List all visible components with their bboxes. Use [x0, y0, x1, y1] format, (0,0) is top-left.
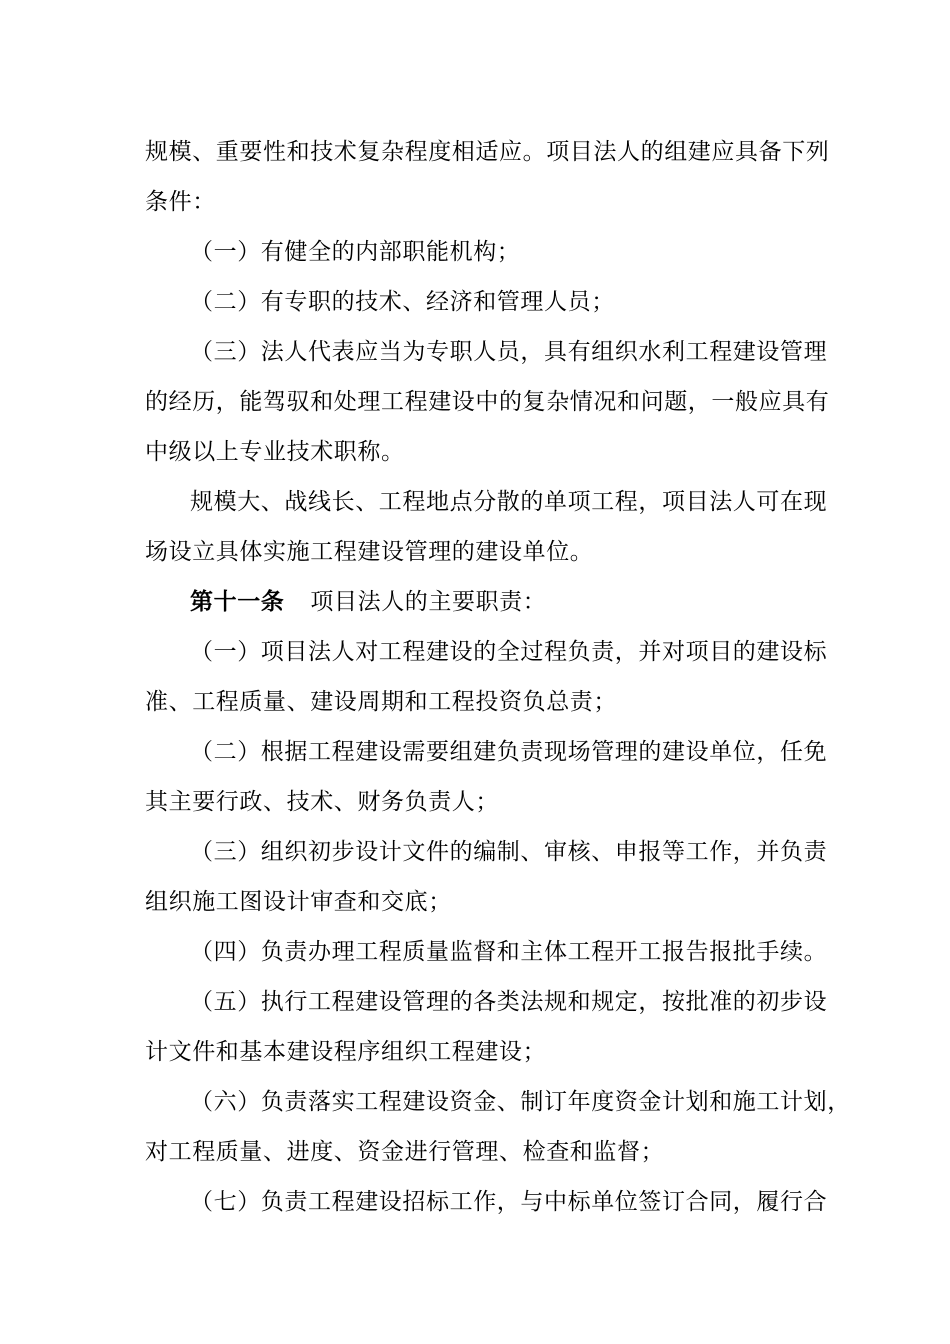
text-line: 准、工程质量、建设周期和工程投资负总责；	[145, 689, 617, 715]
text-line: 的经历，能驾驭和处理工程建设中的复杂情况和问题，一般应具有	[145, 389, 830, 415]
text-line: （二）有专职的技术、经济和管理人员；	[190, 289, 615, 315]
text-line: （二）根据工程建设需要组建负责现场管理的建设单位，任免	[190, 739, 828, 765]
article-number: 第十一条	[190, 588, 285, 615]
text-line: （五）执行工程建设管理的各类法规和规定，按批准的初步设	[190, 989, 828, 1015]
text-line: 其主要行政、技术、财务负责人；	[145, 789, 499, 815]
text-line: 规模大、战线长、工程地点分散的单项工程，项目法人可在现	[190, 489, 828, 515]
text-line: （三）法人代表应当为专职人员，具有组织水利工程建设管理	[190, 339, 828, 365]
text-line: 计文件和基本建设程序组织工程建设；	[145, 1039, 547, 1065]
text-line: 对工程质量、进度、资金进行管理、检查和监督；	[145, 1139, 665, 1165]
text-line: 场设立具体实施工程建设管理的建设单位。	[145, 539, 594, 565]
article-title: 项目法人的主要职责：	[310, 589, 547, 615]
text-line: （三）组织初步设计文件的编制、审核、申报等工作，并负责	[190, 839, 828, 865]
text-line: 组织施工图设计审查和交底；	[145, 889, 452, 915]
text-line: （四）负责办理工程质量监督和主体工程开工报告报批手续。	[190, 939, 828, 965]
article-heading-line	[190, 584, 815, 620]
text-line: 规模、重要性和技术复杂程度相适应。项目法人的组建应具备下列	[145, 139, 830, 165]
text-line: （一）项目法人对工程建设的全过程负责，并对项目的建设标	[190, 639, 828, 665]
text-line: （一）有健全的内部职能机构；	[190, 239, 521, 265]
text-line: 中级以上专业技术职称。	[145, 439, 405, 465]
text-line: 条件：	[145, 189, 216, 215]
text-line: （六）负责落实工程建设资金、制订年度资金计划和施工计划，	[190, 1089, 851, 1115]
text-line: （七）负责工程建设招标工作，与中标单位签订合同，履行合	[190, 1189, 828, 1215]
